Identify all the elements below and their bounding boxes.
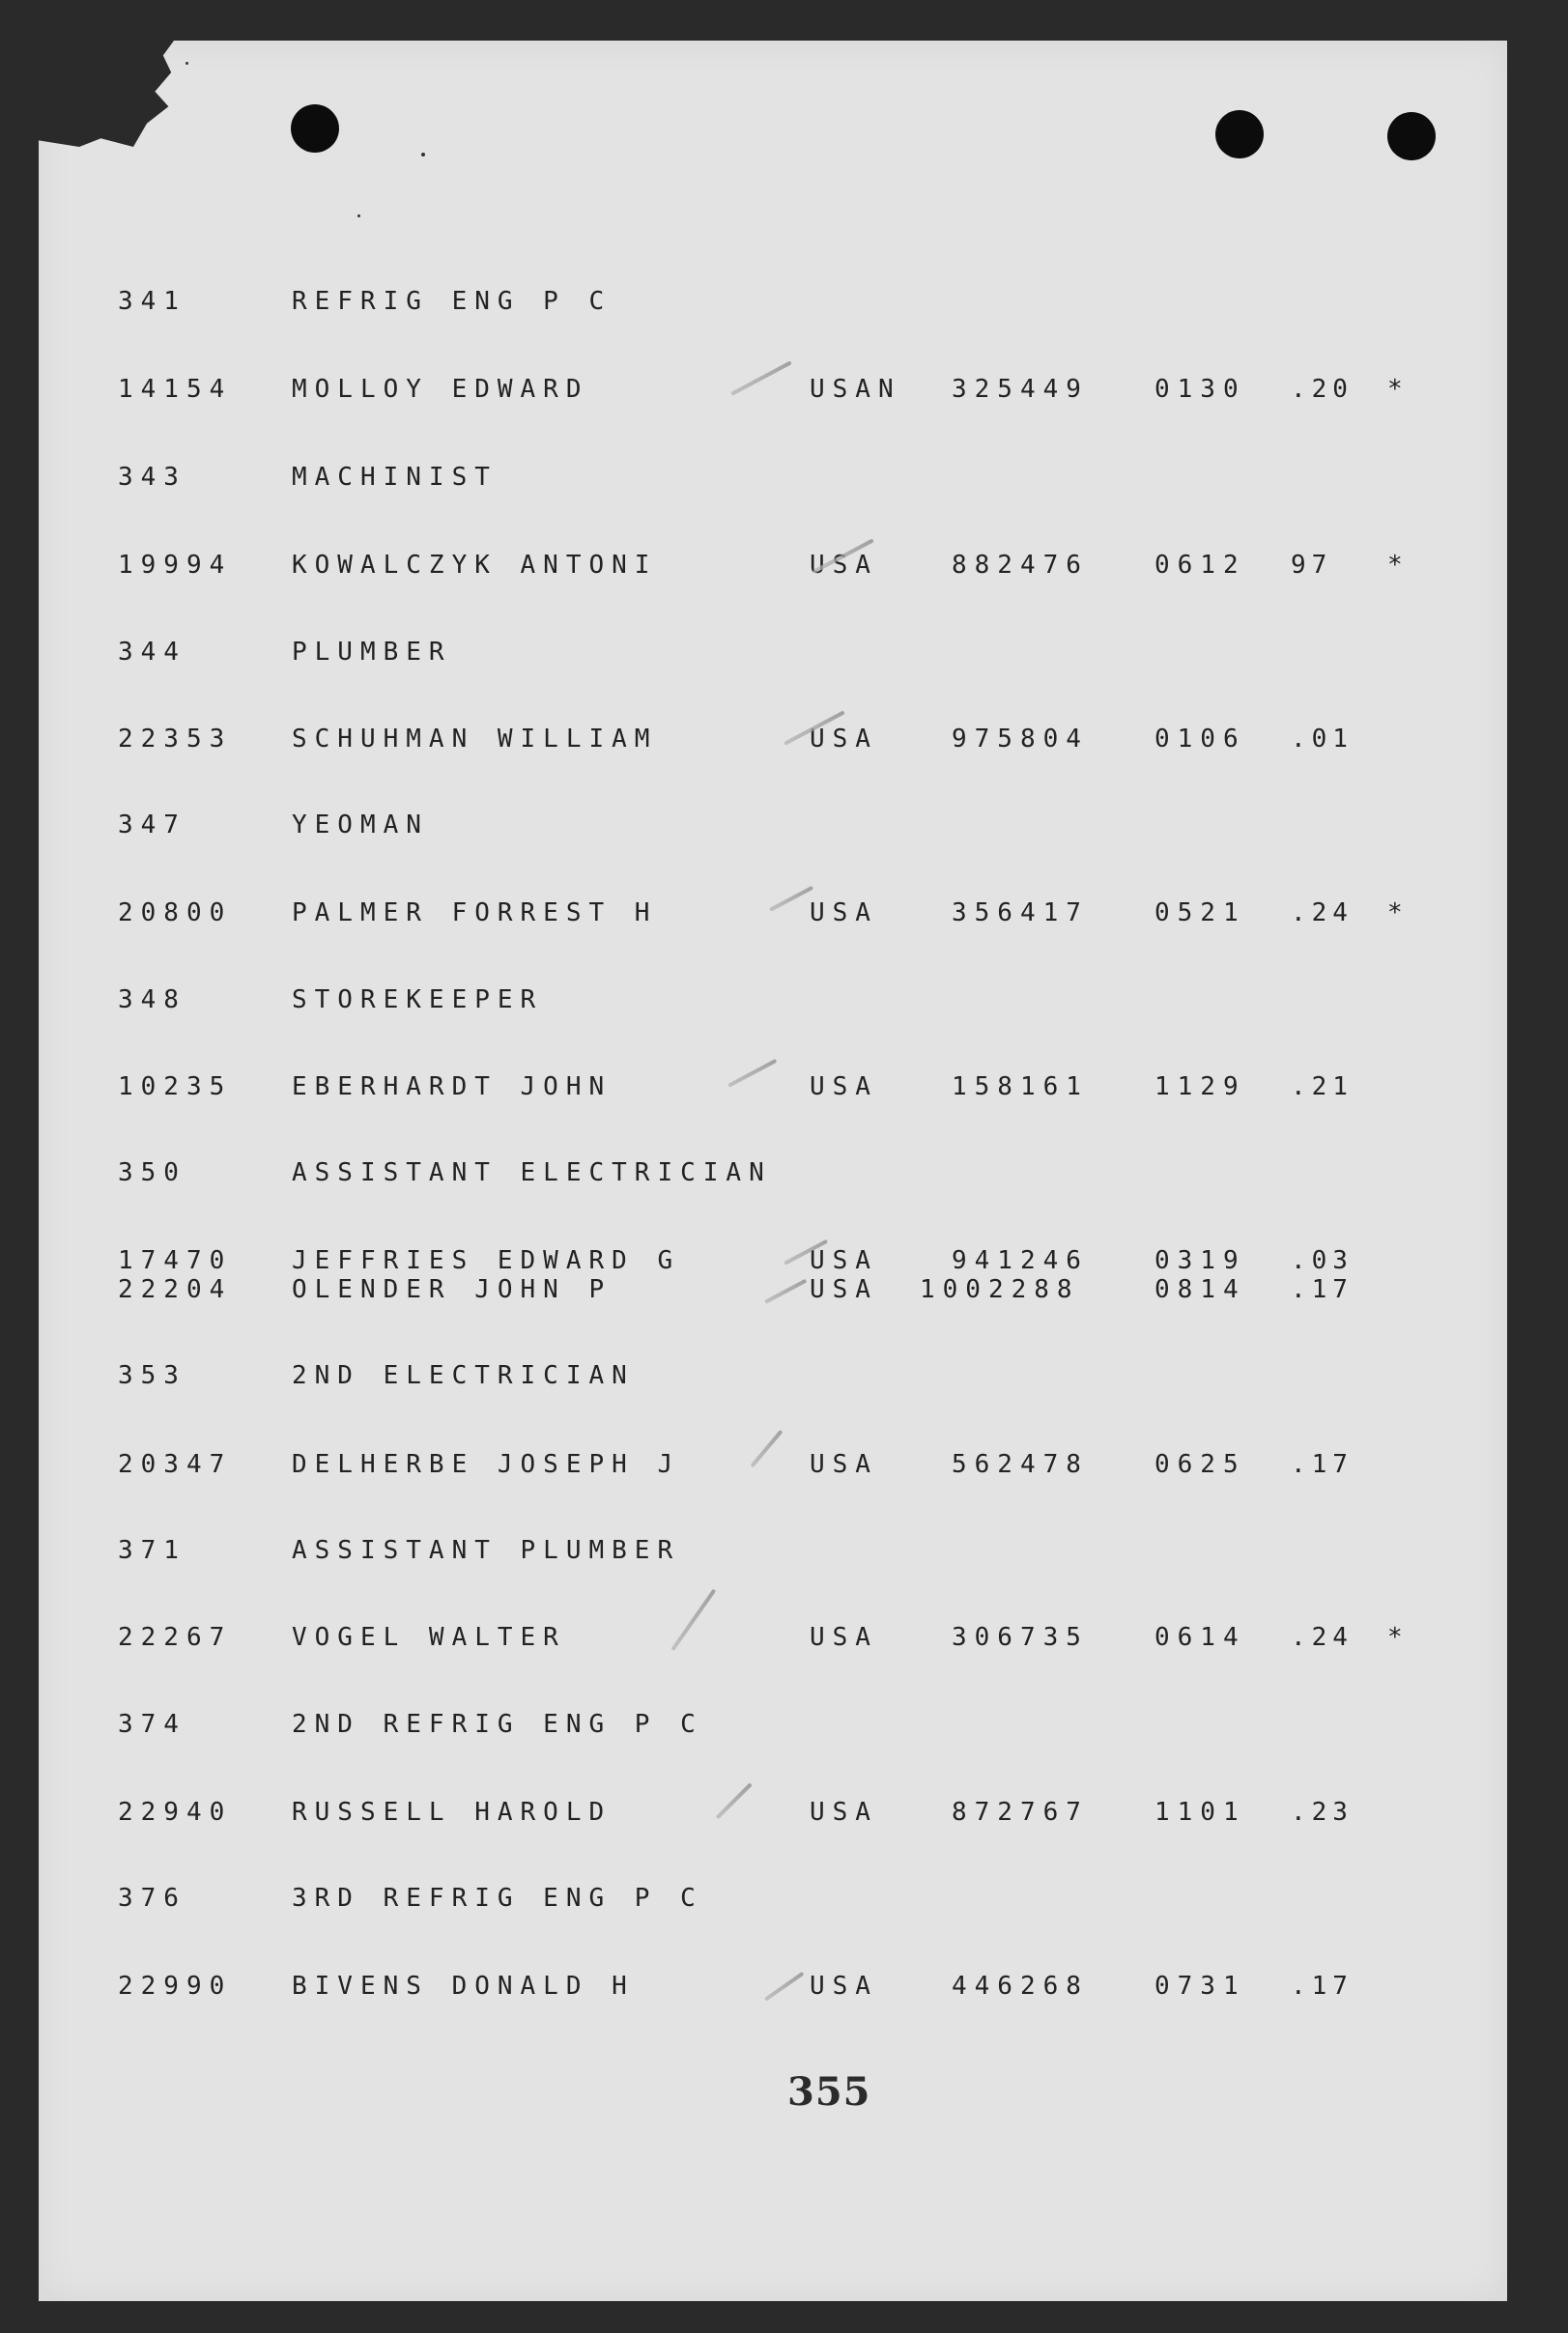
entry-amount: .21 (1291, 1072, 1354, 1101)
entry-date: 0521 (1155, 898, 1246, 927)
entry-date: 0106 (1155, 725, 1246, 754)
entry-citizenship: USA (810, 1275, 878, 1304)
entry-date: 0814 (1155, 1275, 1246, 1304)
entry-number: 17470 (118, 1246, 233, 1275)
entry-row (0, 1445, 1568, 1484)
entry-amount: .20 (1291, 375, 1354, 404)
entry-serial: 325449 (952, 375, 1089, 404)
entry-amount: .24 (1291, 1623, 1354, 1652)
entry-serial: 975804 (952, 725, 1089, 754)
entry-name: OLENDER JOHN P (292, 1275, 613, 1304)
entry-amount: .24 (1291, 898, 1354, 927)
punch-hole-right (1387, 112, 1436, 160)
section-title: ASSISTANT PLUMBER (292, 1536, 681, 1565)
entry-name: RUSSELL HAROLD (292, 1798, 613, 1827)
entry-citizenship: USA (810, 1246, 878, 1275)
entry-amount: .23 (1291, 1798, 1354, 1827)
entry-number: 20800 (118, 898, 233, 927)
entry-amount: .01 (1291, 725, 1354, 754)
section-code: 353 (118, 1361, 186, 1390)
entry-serial: 882476 (952, 551, 1089, 580)
entry-row (0, 546, 1568, 584)
section-heading (0, 1879, 1568, 1918)
section-title: REFRIG ENG P C (292, 287, 613, 316)
section-code: 348 (118, 985, 186, 1014)
section-title: PLUMBER (292, 638, 452, 667)
entry-citizenship: USA (810, 1072, 878, 1101)
entry-name: MOLLOY EDWARD (292, 375, 589, 404)
entry-citizenship: USA (810, 725, 878, 754)
section-heading (0, 1705, 1568, 1744)
entry-number: 19994 (118, 551, 233, 580)
entry-citizenship: USAN (810, 375, 901, 404)
entry-row (0, 1067, 1568, 1106)
section-code: 374 (118, 1710, 186, 1739)
section-heading (0, 981, 1568, 1019)
entry-name: PALMER FORREST H (292, 898, 658, 927)
entry-citizenship: USA (810, 898, 878, 927)
entry-name: EBERHARDT JOHN (292, 1072, 613, 1101)
entry-amount: .17 (1291, 1450, 1354, 1479)
entry-row (0, 1618, 1568, 1657)
entry-name: JEFFRIES EDWARD G (292, 1246, 681, 1275)
entry-serial: 356417 (952, 898, 1089, 927)
section-code: 343 (118, 463, 186, 492)
section-heading (0, 282, 1568, 321)
entry-serial: 158161 (952, 1072, 1089, 1101)
punch-hole-middle (1215, 110, 1264, 158)
entry-serial: 941246 (952, 1246, 1089, 1275)
section-heading (0, 633, 1568, 671)
section-heading (0, 806, 1568, 844)
entry-amount: .17 (1291, 1972, 1354, 2001)
section-title: 2ND ELECTRICIAN (292, 1361, 635, 1390)
entry-name: KOWALCZYK ANTONI (292, 551, 658, 580)
section-code: 344 (118, 638, 186, 667)
entry-row (0, 720, 1568, 758)
entry-star-mark: * (1387, 898, 1411, 927)
entry-number: 22204 (118, 1275, 233, 1304)
entry-serial: 872767 (952, 1798, 1089, 1827)
entry-amount: .17 (1291, 1275, 1354, 1304)
entry-row (0, 370, 1568, 409)
entry-citizenship: USA (810, 551, 878, 580)
speck (185, 62, 188, 65)
page-number: 355 (787, 2069, 871, 2115)
entry-number: 22267 (118, 1623, 233, 1652)
section-title: STOREKEEPER (292, 985, 544, 1014)
entry-number: 14154 (118, 375, 233, 404)
entry-citizenship: USA (810, 1798, 878, 1827)
entry-number: 22990 (118, 1972, 233, 2001)
entry-citizenship: USA (810, 1972, 878, 2001)
section-heading (0, 458, 1568, 497)
entry-star-mark: * (1387, 375, 1411, 404)
section-title: 2ND REFRIG ENG P C (292, 1710, 703, 1739)
entry-name: VOGEL WALTER (292, 1623, 566, 1652)
entry-name: SCHUHMAN WILLIAM (292, 725, 658, 754)
speck (421, 153, 425, 156)
section-heading (0, 1356, 1568, 1395)
section-code: 376 (118, 1884, 186, 1913)
entry-date: 1101 (1155, 1798, 1246, 1827)
entry-serial: 306735 (952, 1623, 1089, 1652)
entry-serial: 446268 (952, 1972, 1089, 2001)
section-code: 350 (118, 1158, 186, 1187)
section-title: ASSISTANT ELECTRICIAN (292, 1158, 772, 1187)
entry-date: 0319 (1155, 1246, 1246, 1275)
entry-date: 0130 (1155, 375, 1246, 404)
entry-amount: .03 (1291, 1246, 1354, 1275)
entry-star-mark: * (1387, 1623, 1411, 1652)
entry-number: 10235 (118, 1072, 233, 1101)
section-title: YEOMAN (292, 811, 429, 839)
entry-number: 22940 (118, 1798, 233, 1827)
entry-date: 0625 (1155, 1450, 1246, 1479)
entry-row (0, 1793, 1568, 1832)
section-title: MACHINIST (292, 463, 498, 492)
entry-citizenship: USA (810, 1623, 878, 1652)
entry-date: 0612 (1155, 551, 1246, 580)
entry-date: 0614 (1155, 1623, 1246, 1652)
entry-citizenship: USA (810, 1450, 878, 1479)
entry-serial: 1002288 (920, 1275, 1080, 1304)
speck (357, 214, 360, 217)
entry-amount: 97 (1291, 551, 1333, 580)
entry-name: DELHERBE JOSEPH J (292, 1450, 681, 1479)
section-code: 371 (118, 1536, 186, 1565)
entry-star-mark: * (1387, 551, 1411, 580)
punch-hole-left (291, 104, 339, 153)
entry-number: 22353 (118, 725, 233, 754)
section-heading (0, 1531, 1568, 1570)
entry-name: BIVENS DONALD H (292, 1972, 635, 2001)
section-code: 347 (118, 811, 186, 839)
entry-number: 20347 (118, 1450, 233, 1479)
entry-serial: 562478 (952, 1450, 1089, 1479)
entry-date: 0731 (1155, 1972, 1246, 2001)
section-heading (0, 1153, 1568, 1192)
section-title: 3RD REFRIG ENG P C (292, 1884, 703, 1913)
section-code: 341 (118, 287, 186, 316)
entry-date: 1129 (1155, 1072, 1246, 1101)
